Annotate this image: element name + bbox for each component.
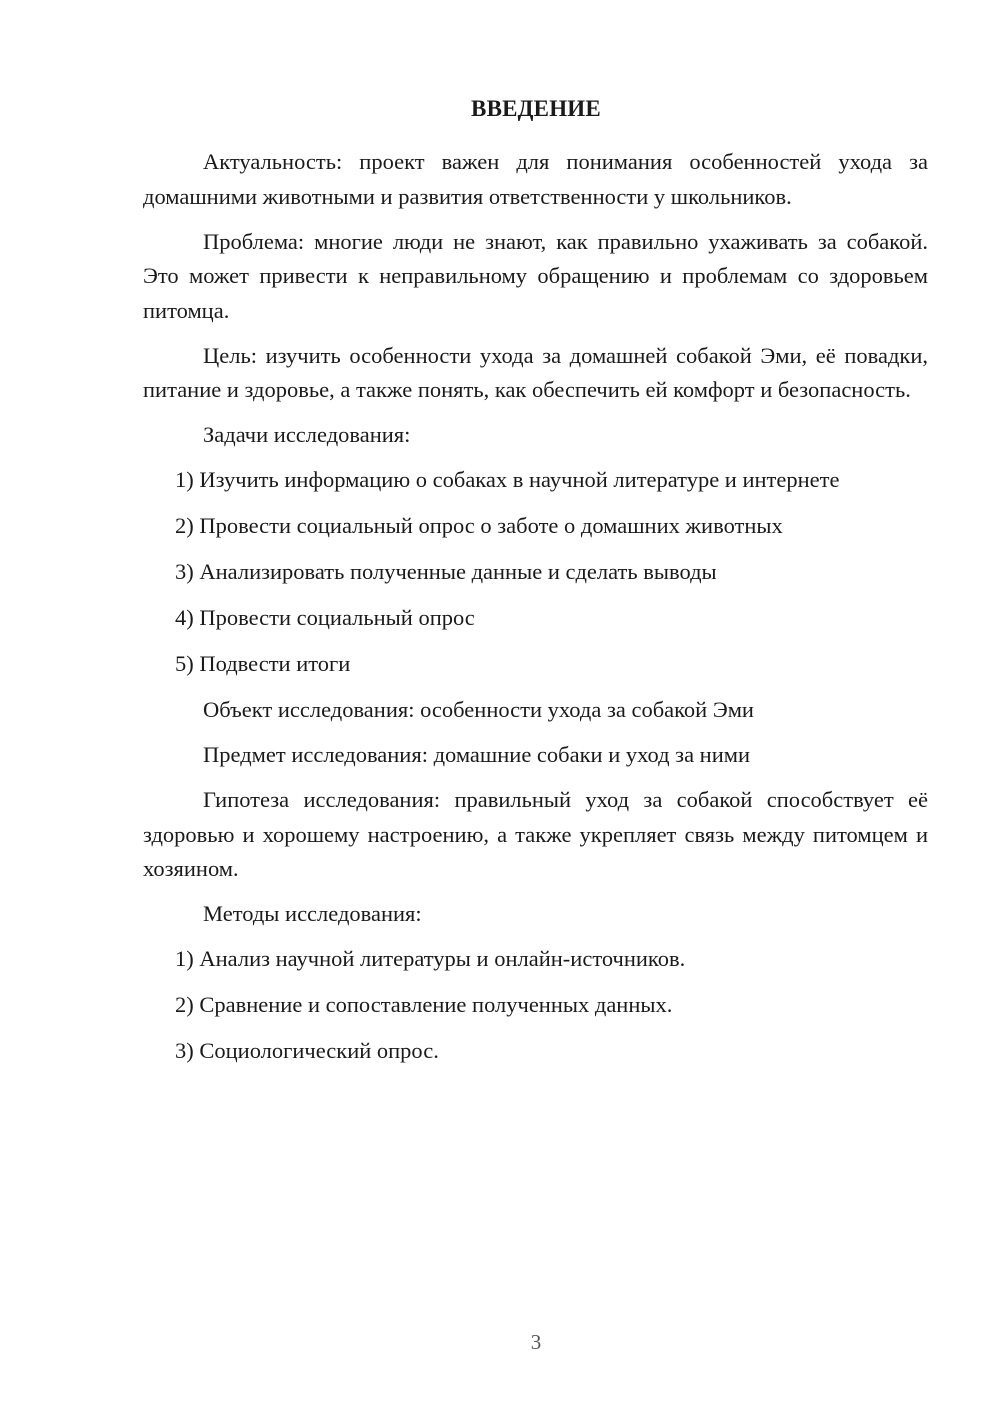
page-title: ВВЕДЕНИЕ (471, 96, 601, 121)
tasks-list (143, 463, 928, 682)
task-item: 1) Изучить информацию о собаках в научной литературе и интернете (175, 467, 840, 492)
object-paragraph: Объект исследования: особенности ухода за собакой Эми (203, 697, 754, 722)
task-item: 2) Провести социальный опрос о заботе о домашних животных (175, 513, 783, 538)
methods-heading: Методы исследования: (203, 901, 422, 926)
page-number: 3 (530, 1330, 542, 1354)
hypothesis-paragraph: Гипотеза исследования: правильный уход за собакой способствует её здоровью и хорошему настроению, а также укрепляет связь между питомцем и хозяином. (143, 787, 928, 881)
task-item: 5) Подвести итоги (175, 651, 351, 676)
method-item: 3) Социологический опрос. (175, 1038, 439, 1063)
subject-paragraph: Предмет исследования: домашние собаки и уход за ними (203, 742, 751, 767)
method-item: 1) Анализ научной литературы и онлайн-источников. (175, 946, 686, 971)
tasks-heading: Задачи исследования: (203, 422, 411, 447)
task-item: 3) Анализировать полученные данные и сделать выводы (175, 559, 717, 584)
methods-list (143, 942, 928, 1069)
document-body (143, 145, 928, 1080)
goal-paragraph: Цель: изучить особенности ухода за домашней собакой Эми, её повадки, питание и здоровье, а также понять, как обеспечить ей комфорт и безопасность. (143, 342, 928, 402)
problem-paragraph: Проблема: многие люди не знают, как правильно ухаживать за собакой. Это может привести к неправильному обращению и проблемам со здоровьем питомца. (143, 228, 928, 323)
method-item: 2) Сравнение и сопоставление полученных данных. (175, 992, 673, 1017)
relevance-paragraph: Актуальность: проект важен для понимания особенностей ухода за домашними животными и развития ответственности у школьников. (143, 149, 928, 209)
task-item: 4) Провести социальный опрос (175, 605, 475, 630)
